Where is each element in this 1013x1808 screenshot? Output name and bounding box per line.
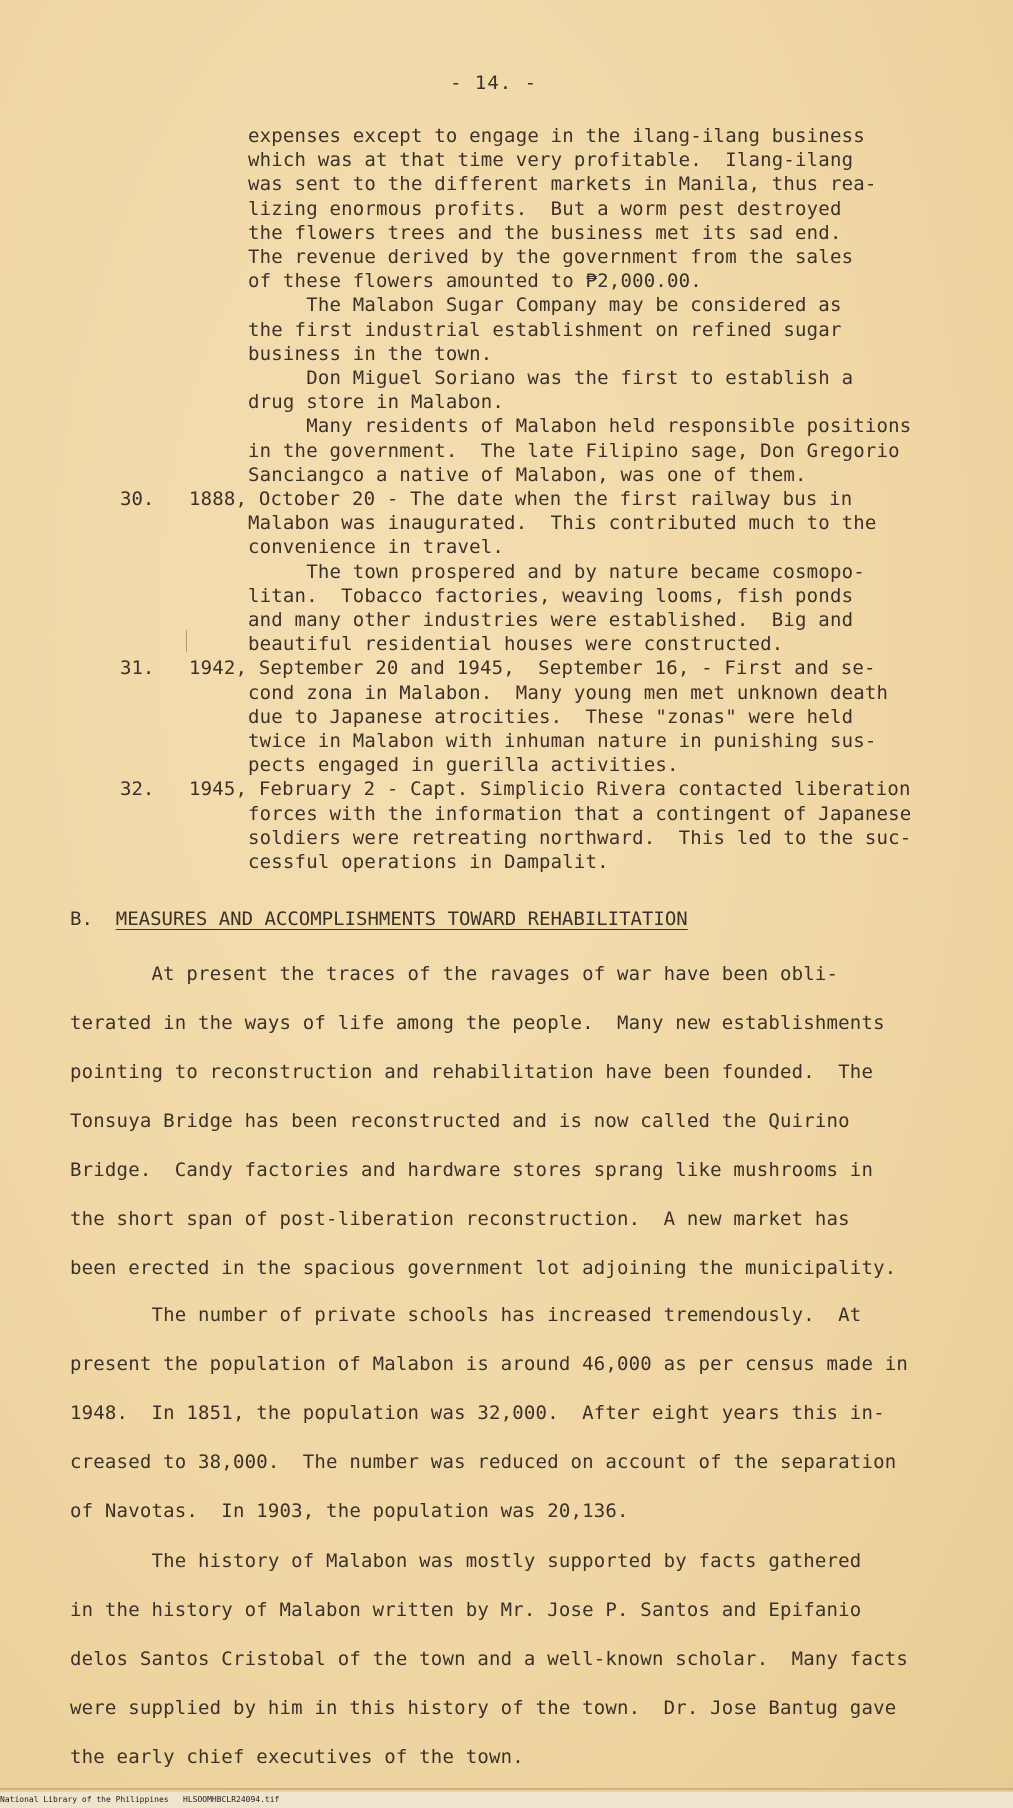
footer-left: National Library of the Philippines	[0, 1795, 169, 1804]
text-line: Sanciangco a native of Malabon, was one of them.	[248, 463, 807, 486]
pencil-mark	[186, 630, 187, 652]
section-title: MEASURES AND ACCOMPLISHMENTS TOWARD REHABILITATION	[115, 908, 688, 930]
text-line: lizing enormous profits. But a worm pest destroyed	[248, 197, 842, 220]
paragraph-line: were supplied by him in this history of the town. Dr. Jose Bantug gave	[70, 1697, 897, 1719]
paragraph-line: of Navotas. In 1903, the population was 20,136.	[70, 1500, 629, 1522]
item-line: and many other industries were established. Big and	[248, 609, 854, 631]
paragraph-line: in the history of Malabon written by Mr. Jose P. Santos and Epifanio	[70, 1599, 862, 1621]
text-line: the first industrial establishment on refined sugar	[248, 318, 842, 341]
paragraph-line: delos Santos Cristobal of the town and a well-known scholar. Many facts	[70, 1648, 909, 1670]
footer-rule	[0, 1788, 1013, 1790]
paragraph-line: present the population of Malabon is around 46,000 as per census made in	[70, 1353, 909, 1375]
item-line: 1888, October 20 - The date when the first railway bus in	[189, 488, 853, 510]
paragraph-line: At present the traces of the ravages of war have been obli-	[70, 963, 839, 985]
item-line: Malabon was inaugurated. This contributed much to the	[248, 512, 877, 535]
page-number: - 14. -	[450, 72, 538, 94]
text-line: expenses except to engage in the ilang-ilang business	[248, 125, 865, 147]
item-number: 30.	[120, 488, 155, 510]
item-line: due to Japanese atrocities. These "zonas" were held	[248, 705, 854, 728]
paragraph-line: 1948. In 1851, the population was 32,000. After eight years this in-	[70, 1402, 885, 1424]
item-line: soldiers were retreating northward. This led to the suc-	[248, 826, 912, 849]
paragraph-line: been erected in the spacious government lot adjoining the municipality.	[70, 1257, 897, 1279]
text-line: Many residents of Malabon held responsible positions	[248, 415, 912, 438]
paragraph-line: Bridge. Candy factories and hardware stores sprang like mushrooms in	[70, 1159, 874, 1181]
paragraph-line: The history of Malabon was mostly supported by facts gathered	[70, 1550, 862, 1572]
paragraph-line: the short span of post-liberation reconstruction. A new market has	[70, 1208, 850, 1230]
footer-right: HLSOOMHBCLR24094.tif	[183, 1795, 280, 1804]
paragraph-line: the early chief executives of the town.	[70, 1746, 524, 1768]
text-line: the flowers trees and the business met its sad end.	[248, 221, 842, 244]
paragraph-line: terated in the ways of life among the people. Many new establishments	[70, 1012, 885, 1034]
item-line: cessful operations in Dampalit.	[248, 851, 609, 873]
item-line: 1945, February 2 - Capt. Simplicio Rivera contacted liberation	[189, 778, 911, 801]
text-line: in the government. The late Filipino sage, Don Gregorio	[248, 439, 900, 462]
item-line: pects engaged in guerilla activities.	[248, 754, 679, 777]
item-line: cond zona in Malabon. Many young men met unknown death	[248, 681, 889, 704]
item-line: twice in Malabon with inhuman nature in punishing sus-	[248, 730, 877, 752]
text-line: The revenue derived by the government from the sales	[248, 246, 854, 268]
item-line: beautiful residential houses were constructed.	[248, 633, 784, 656]
paragraph-line: pointing to reconstruction and rehabilitation have been founded. The	[70, 1061, 874, 1083]
item-number: 32.	[120, 778, 155, 801]
item-line: The town prospered and by nature became cosmopo-	[248, 560, 865, 583]
item-line: forces with the information that a contingent of Japanese	[248, 802, 912, 825]
text-line: drug store in Malabon.	[248, 391, 505, 414]
paragraph-line: creased to 38,000. The number was reduced on account of the separation	[70, 1451, 897, 1473]
text-line: The Malabon Sugar Company may be considered as	[248, 294, 842, 317]
text-line: Don Miguel Soriano was the first to establish a	[248, 367, 854, 389]
footer-strip	[0, 1792, 1013, 1808]
text-line: which was at that time very profitable. Ilang-ilang	[248, 149, 854, 172]
section-heading	[70, 908, 688, 930]
item-number: 31.	[120, 657, 155, 680]
paragraph-line: The number of private schools has increased tremendously. At	[70, 1304, 862, 1326]
item-line: litan. Tobacco factories, weaving looms, fish ponds	[248, 584, 854, 607]
item-line: 1942, September 20 and 1945, September 16, - First and se-	[189, 657, 876, 680]
text-line: of these flowers amounted to ₱2,000.00.	[248, 270, 702, 293]
item-line: convenience in travel.	[248, 536, 505, 559]
text-line: was sent to the different markets in Manila, thus rea-	[248, 173, 877, 196]
text-line: business in the town.	[248, 342, 493, 365]
paragraph-line: Tonsuya Bridge has been reconstructed and is now called the Quirino	[70, 1110, 850, 1132]
section-letter: B.	[70, 908, 93, 930]
